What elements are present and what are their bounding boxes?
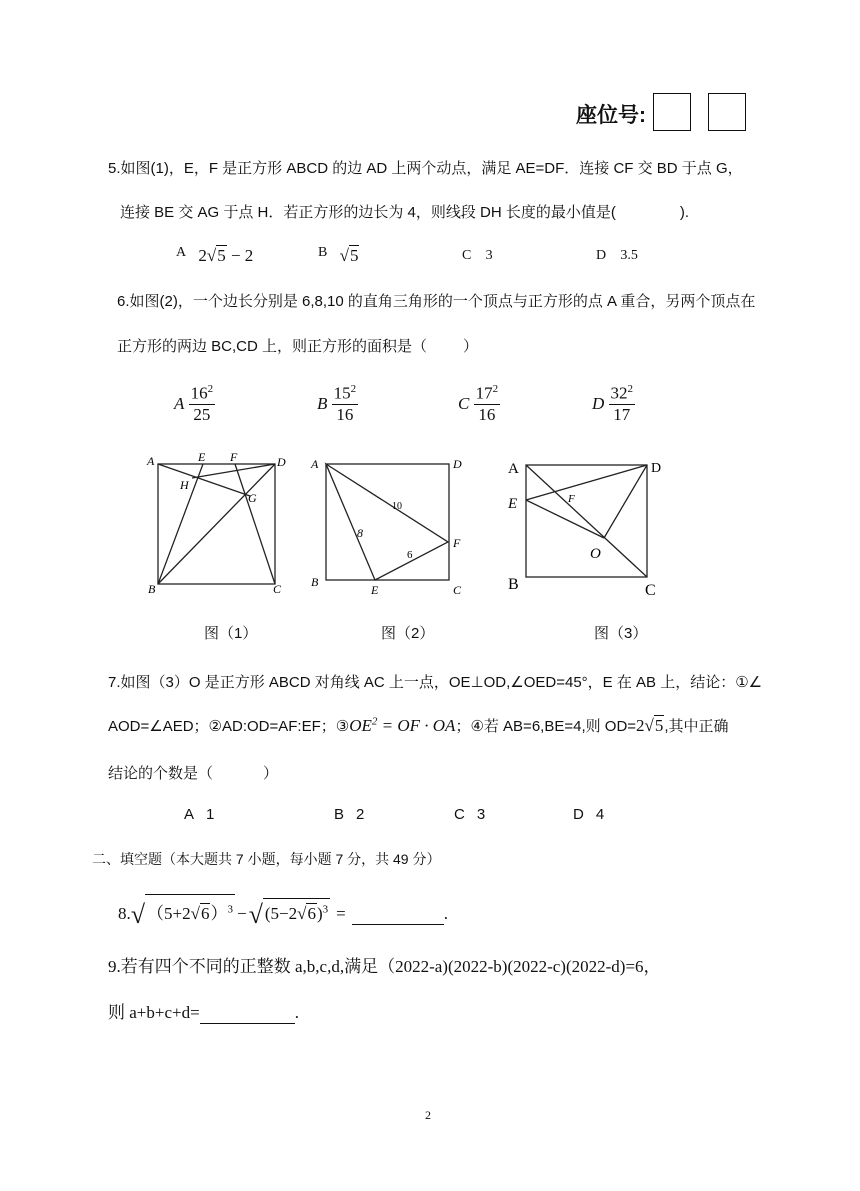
figure-2-diagram [305, 452, 475, 602]
q6-option-b-fraction: $\frac{15^2}{16}$ [333, 383, 357, 424]
fig1-label-f: F [230, 450, 238, 464]
question-7-line-3 [108, 762, 278, 783]
q8-answer-blank[interactable] [352, 904, 444, 925]
question-8-expression: 8.√ $(5+2√6)^3$ −√ $(5-2√6)^3$ = . [118, 894, 448, 930]
q7-line2-part-a: AOD=∠AED；②AD:OD=AF:EF；③ [108, 718, 350, 735]
q5-option-c-value: 3 [485, 248, 493, 263]
option-letter: B [318, 245, 328, 260]
q6-option-a-fraction: $\frac{16^2}{25}$ [190, 383, 214, 424]
fig1-label-h: H [180, 478, 189, 492]
option-letter: D [592, 393, 605, 413]
fig3-label-f: F [568, 493, 575, 505]
q5-option-d-value: 3.5 [620, 248, 638, 263]
fig1-label-e: E [198, 450, 206, 464]
fig2-side-label-8: 8 [357, 526, 363, 540]
q7-od-value: 2√5 [636, 716, 664, 735]
option-letter: B [317, 393, 328, 413]
question-5-stem-end: ). [679, 204, 690, 221]
q7-option-b: B 2 [334, 806, 365, 823]
fig1-segment-cf [235, 464, 275, 584]
q8-radicand-2: $(5-2√6)^3$ [263, 898, 330, 924]
question-7-line-1: 7.如图（3）O 是正方形 ABCD 对角线 AC 上一点，OE⊥OD,∠OED=45°，E 在 AB 上，结论：①∠ [108, 674, 763, 691]
q8-radicand-1: $(5+2√6)^3$ [145, 894, 235, 924]
fig2-label-b: B [311, 575, 319, 589]
figure-1-caption: 图（1） [204, 625, 258, 642]
question-6-line-2 [117, 335, 478, 356]
fig3-label-o: O [590, 546, 601, 562]
option-letter: A [174, 393, 185, 413]
fig3-label-d: D [651, 461, 662, 476]
q7-line2-part-b: ；④若 AB=6,BE=4,则 OD= [455, 718, 637, 735]
fig2-right-triangle [326, 464, 448, 580]
fig3-label-a: A [508, 461, 519, 477]
question-6-line-1: 6.如图(2)，一个边长分别是 6,8,10 的直角三角形的一个顶点与正方形的点 A 重合，另两个顶点在 [117, 293, 756, 310]
question-7-stem: 结论的个数是（ [108, 765, 214, 782]
question-6-stem: 正方形的两边 BC,CD 上，则正方形的面积是（ [117, 338, 428, 355]
option-letter: C [462, 248, 472, 263]
question-9-line-1: 9.若有四个不同的正整数 a,b,c,d,满足（2022-a)(2022-b)(2022-c)(2022-d)=6， [108, 957, 661, 976]
figure-2-caption: 图（2） [381, 625, 435, 642]
q6-option-c-fraction: $\frac{17^2}{16}$ [475, 383, 499, 424]
q5-option-a-value: 2√5 − 2 [198, 246, 254, 265]
option-letter: C [458, 393, 470, 413]
fig3-diagonal-ac [526, 465, 647, 577]
q6-option-d-fraction: $\frac{32^2}{17}$ [610, 383, 634, 424]
question-7-stem-end: ） [263, 765, 279, 782]
q5-option-c [462, 244, 493, 264]
q7-formula-3: $OE^2$ = OF · OA [349, 715, 456, 735]
fig2-side-label-10: 10 [392, 501, 402, 512]
fig2-label-e: E [371, 583, 379, 597]
q8-number: 8. [118, 904, 131, 923]
q7-option-a: A 1 [184, 806, 215, 823]
fig1-label-a: A [147, 454, 155, 468]
q5-option-b-value: √5 [339, 246, 359, 265]
fig2-label-a: A [311, 457, 319, 471]
question-7-line-2 [108, 715, 729, 736]
fig2-square [326, 464, 449, 580]
figure-3-diagram [500, 455, 685, 605]
q6-option-d [592, 383, 635, 425]
option-letter: D [596, 248, 607, 263]
option-letter: A [176, 245, 187, 260]
question-6-stem-end: ） [463, 338, 479, 355]
q7-option-c: C 3 [454, 806, 486, 823]
fig1-label-c: C [273, 582, 282, 596]
q9-answer-blank[interactable] [200, 1003, 295, 1024]
q9-stem: 则 a+b+c+d= [108, 1003, 200, 1022]
fig2-label-d: D [453, 457, 462, 471]
fig3-label-c: C [645, 582, 656, 599]
question-5-line-2 [120, 201, 689, 222]
q5-option-d [596, 244, 638, 264]
q5-option-b [318, 245, 359, 266]
seat-number-box-2[interactable] [708, 93, 746, 131]
seat-number-label: 座位号: [576, 104, 646, 127]
section-2-title: 二、填空题（本大题共 7 小题，每小题 7 分，共 49 分） [92, 851, 441, 867]
q7-line2-part-c: ,其中正确 [664, 718, 729, 735]
question-5-stem: 连接 BE 交 AG 于点 H．若正方形的边长为 4，则线段 DH 长度的最小值是( [120, 204, 616, 221]
q6-option-a [174, 383, 215, 425]
fig2-label-f: F [453, 536, 461, 550]
fig2-label-c: C [453, 583, 462, 597]
page-number: 2 [425, 1108, 431, 1122]
q6-option-c [458, 383, 500, 425]
fig2-side-label-6: 6 [407, 549, 413, 561]
fig1-label-b: B [148, 582, 156, 596]
fig1-diagonal-bd [158, 464, 275, 584]
q6-option-b [317, 383, 358, 425]
q7-option-d: D 4 [573, 806, 605, 823]
fig3-label-b: B [508, 576, 519, 593]
question-5-line-1: 5.如图(1)，E，F 是正方形 ABCD 的边 AD 上两个动点，满足 AE=DF．连接 CF 交 BD 于点 G， [108, 160, 743, 177]
question-9-line-2: 则 a+b+c+d= . [108, 1003, 299, 1022]
fig3-label-e: E [508, 496, 518, 512]
seat-number-box-1[interactable] [653, 93, 691, 131]
q5-option-a [176, 245, 253, 266]
figure-1-diagram [140, 448, 300, 598]
fig1-label-d: D [277, 455, 286, 469]
figure-3-caption: 图（3） [594, 625, 648, 642]
fig1-label-g: G [248, 491, 257, 505]
fig3-segment-eo [526, 500, 604, 538]
